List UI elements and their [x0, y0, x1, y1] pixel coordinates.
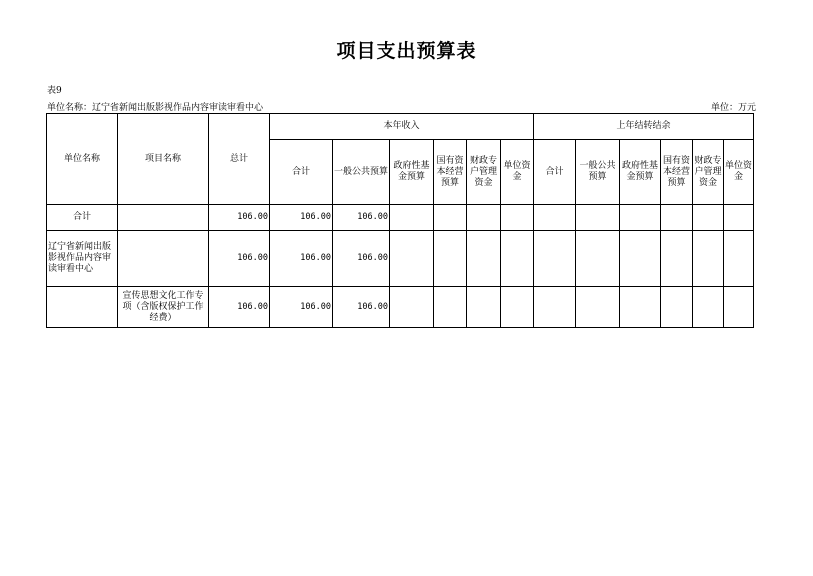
header-cy-special-fund: 财政专户管理资金	[467, 140, 501, 205]
header-total: 总计	[209, 114, 270, 205]
cell-empty	[434, 287, 467, 328]
cell-empty	[724, 231, 754, 287]
header-current-year: 本年收入	[270, 114, 534, 140]
cell-empty	[693, 205, 724, 231]
table-row	[47, 287, 754, 328]
cell-empty	[576, 287, 620, 328]
budget-table	[46, 113, 754, 328]
cell-empty	[620, 231, 661, 287]
cell-empty	[724, 287, 754, 328]
cell-unit	[47, 287, 118, 328]
header-cy-subtotal: 合计	[270, 140, 333, 205]
cell-empty	[661, 287, 693, 328]
cell-empty	[534, 205, 576, 231]
table-row	[47, 205, 754, 231]
cell-empty	[661, 231, 693, 287]
header-cy-state-capital: 国有资本经营预算	[434, 140, 467, 205]
cell-empty	[467, 287, 501, 328]
unit-label: 单位：万元	[710, 103, 756, 113]
cell-project	[118, 231, 209, 287]
cell-empty	[576, 231, 620, 287]
cell-empty	[467, 205, 501, 231]
cell-empty	[693, 231, 724, 287]
cell-empty	[434, 205, 467, 231]
header-cy-general-budget: 一般公共预算	[333, 140, 390, 205]
cell-total: 106.00	[209, 287, 270, 328]
header-cy-unit-fund: 单位资金	[501, 140, 534, 205]
cell-subtotal: 106.00	[270, 287, 333, 328]
cell-project: 宣传思想文化工作专项（含版权保护工作经费）	[118, 287, 209, 328]
header-py-gov-fund: 政府性基金预算	[620, 140, 661, 205]
header-py-unit-fund: 单位资金	[724, 140, 754, 205]
table-row	[47, 231, 754, 287]
cell-total: 106.00	[209, 231, 270, 287]
cell-empty	[390, 287, 434, 328]
header-prior-year: 上年结转结余	[534, 114, 754, 140]
cell-empty	[693, 287, 724, 328]
cell-empty	[620, 205, 661, 231]
cell-subtotal: 106.00	[270, 205, 333, 231]
table-code: 表9	[47, 86, 62, 96]
cell-empty	[434, 231, 467, 287]
header-unit-name: 单位名称	[47, 114, 118, 205]
page-title: 项目支出预算表	[336, 40, 477, 62]
cell-empty	[390, 205, 434, 231]
unit-name-line: 单位名称：辽宁省新闻出版影视作品内容审读审看中心	[47, 103, 264, 113]
header-py-subtotal: 合计	[534, 140, 576, 205]
cell-empty	[501, 205, 534, 231]
cell-general-budget: 106.00	[333, 205, 390, 231]
cell-empty	[534, 287, 576, 328]
cell-empty	[620, 287, 661, 328]
cell-empty	[467, 231, 501, 287]
cell-general-budget: 106.00	[333, 231, 390, 287]
cell-empty	[390, 231, 434, 287]
cell-unit: 合计	[47, 205, 118, 231]
cell-empty	[534, 231, 576, 287]
cell-empty	[661, 205, 693, 231]
cell-total: 106.00	[209, 205, 270, 231]
cell-unit: 辽宁省新闻出版影视作品内容审读审看中心	[47, 231, 118, 287]
cell-empty	[501, 231, 534, 287]
header-py-general-budget: 一般公共预算	[576, 140, 620, 205]
header-py-state-capital: 国有资本经营预算	[661, 140, 693, 205]
cell-subtotal: 106.00	[270, 231, 333, 287]
header-cy-gov-fund: 政府性基金预算	[390, 140, 434, 205]
header-py-special-fund: 财政专户管理资金	[693, 140, 724, 205]
cell-general-budget: 106.00	[333, 287, 390, 328]
cell-empty	[576, 205, 620, 231]
cell-empty	[724, 205, 754, 231]
cell-project	[118, 205, 209, 231]
header-project-name: 项目名称	[118, 114, 209, 205]
cell-empty	[501, 287, 534, 328]
